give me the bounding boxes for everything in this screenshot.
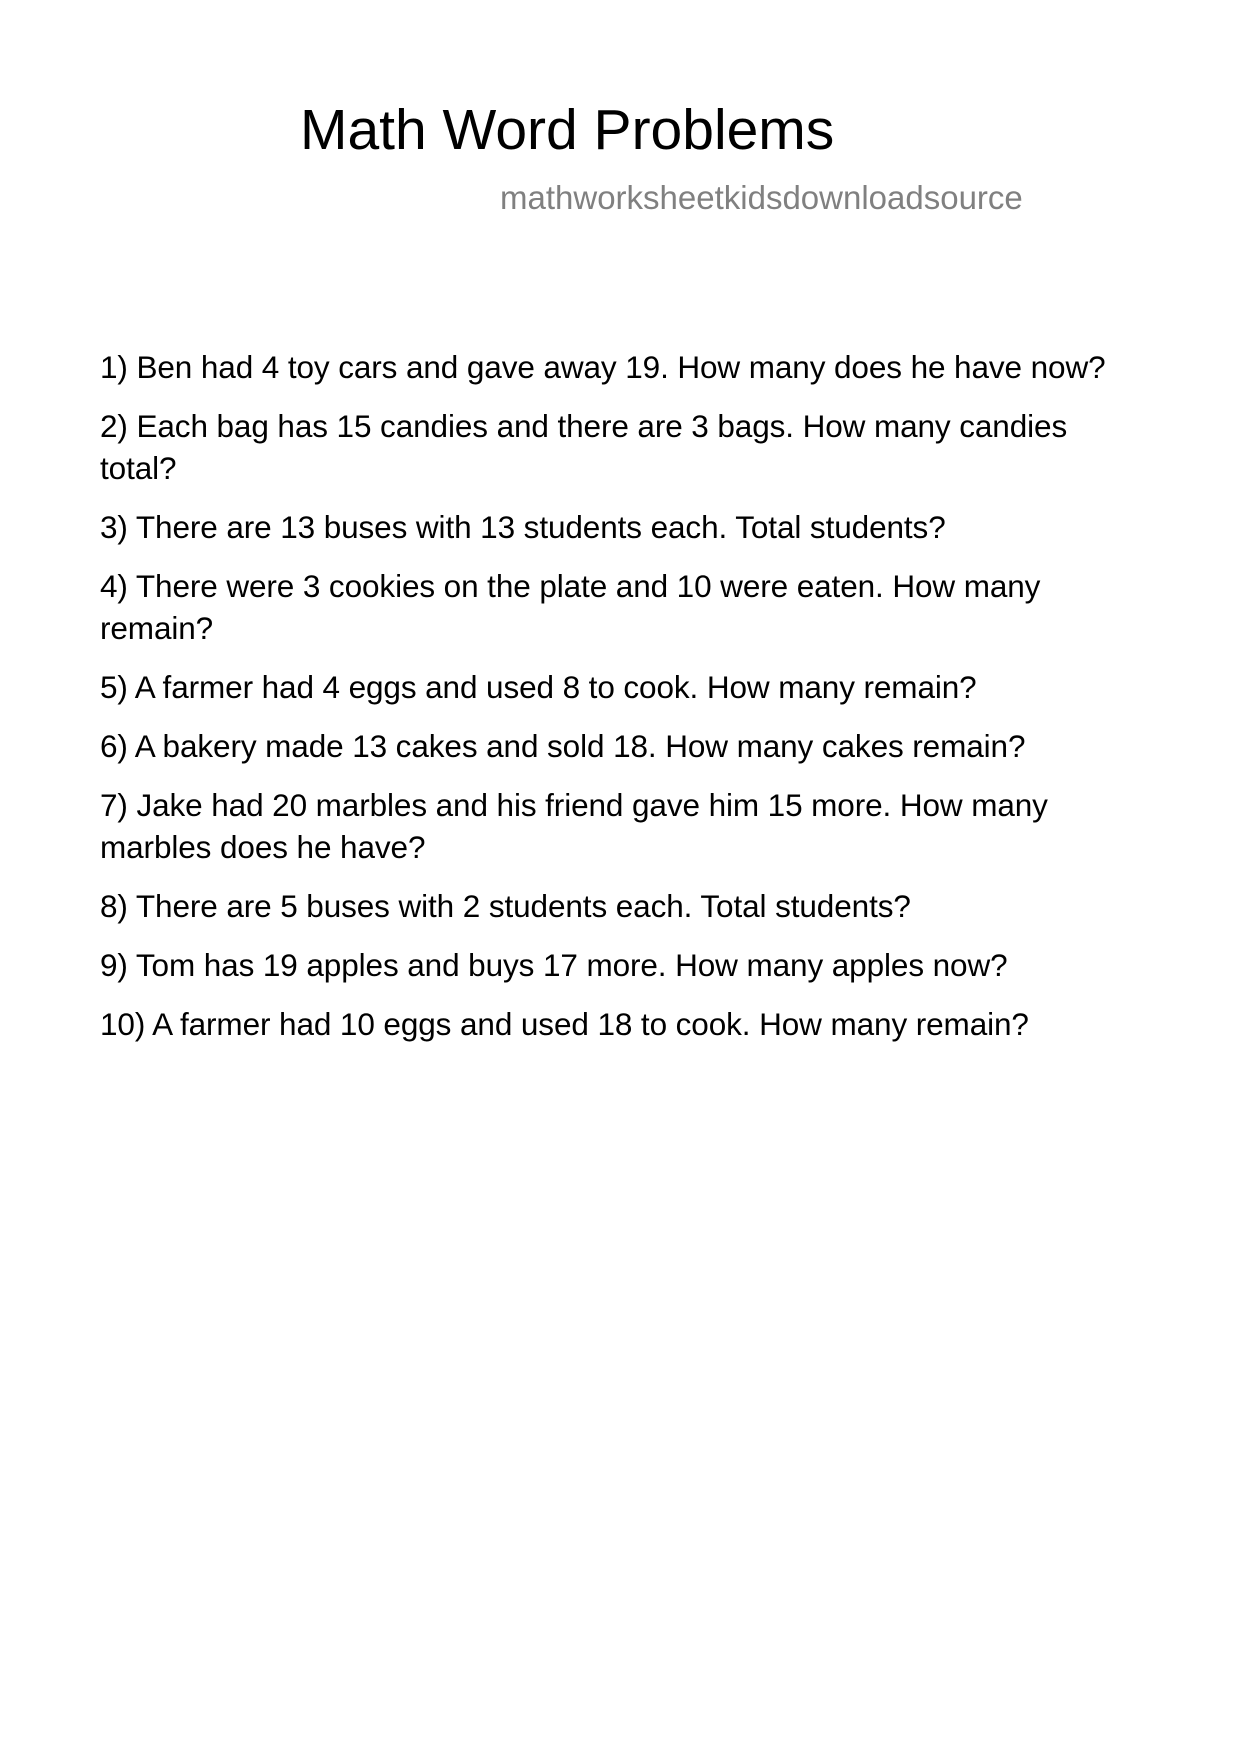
- problem-item-9: 9) Tom has 19 apples and buys 17 more. How many apples now?: [100, 947, 1008, 983]
- problem-item-2: 2) Each bag has 15 candies and there are 3 bags. How many candies total?: [100, 408, 1068, 486]
- problem-item-10: 10) A farmer had 10 eggs and used 18 to cook. How many remain?: [100, 1006, 1029, 1042]
- page-title: Math Word Problems: [300, 98, 835, 162]
- page-subtitle: mathworksheetkidsdownloadsource: [500, 179, 1023, 216]
- problem-item-6: 6) A bakery made 13 cakes and sold 18. How many cakes remain?: [100, 728, 1026, 764]
- problem-list: [100, 346, 1145, 1062]
- problem-item-7: 7) Jake had 20 marbles and his friend gave him 15 more. How many marbles does he have?: [100, 787, 1048, 865]
- problem-item-3: 3) There are 13 buses with 13 students each. Total students?: [100, 509, 946, 545]
- problem-item-1: 1) Ben had 4 toy cars and gave away 19. How many does he have now?: [100, 349, 1106, 385]
- problem-item-5: 5) A farmer had 4 eggs and used 8 to cook. How many remain?: [100, 669, 977, 705]
- problem-item-8: 8) There are 5 buses with 2 students each. Total students?: [100, 888, 911, 924]
- problem-item-4: 4) There were 3 cookies on the plate and 10 were eaten. How many remain?: [100, 568, 1041, 646]
